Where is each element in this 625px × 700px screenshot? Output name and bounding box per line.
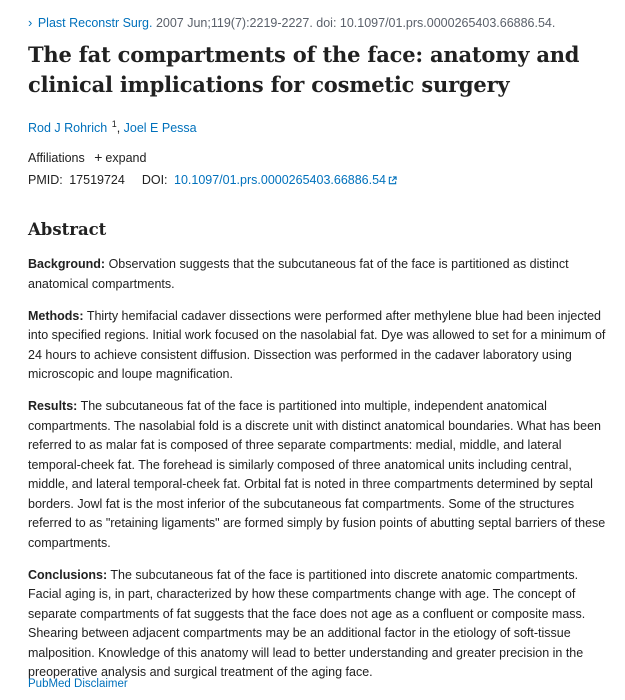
section-label: Methods: [28, 308, 84, 323]
section-text: The subcutaneous fat of the face is partitioned into discrete anatomic compartments. Facial aging is, in part, characterized by how these compartments change with age. The concept of separate compartments of fat suggests that the face does not age as a confluent or composite mass. Shearing between adjacent compartments may be an additional factor in the etiology of soft-tissue malposition. Knowledge of this anatomy will lead to better understanding and greater precision in the preoperative analysis and surgical treatment of the aging face. [28, 567, 586, 680]
external-link-icon [388, 176, 397, 185]
section-text: Thirty hemifacial cadaver dissections were performed after methylene blue had been injected into specified regions. Initial work focused on the nasolabial fat. Dye was allowed to set for a minimum of 24 hours to achieve consistent diffusion. Dissection was performed in the cadaver laboratory using microscopic and loupe magnification. [28, 308, 606, 382]
doi-label: DOI: [141, 173, 168, 188]
section-text: Observation suggests that the subcutaneous fat of the face is partitioned as distinct anatomical compartments. [28, 257, 569, 291]
doi-value: 10.1097/01.prs.0000265403.66886.54 [174, 173, 386, 188]
citation-details: 2007 Jun;119(7):2219-2227. doi: 10.1097/01.prs.0000265403.66886.54. [155, 16, 556, 30]
pmid-label: PMID: [28, 173, 63, 188]
affiliations-label: Affiliations [28, 151, 85, 166]
author-link-rohrich[interactable]: Rod J Rohrich [28, 121, 108, 136]
pmid-value: 17519724 [69, 173, 125, 188]
doi-link[interactable] [174, 173, 397, 187]
affiliations-row [28, 148, 608, 167]
expand-label: expand [105, 151, 147, 166]
abstract-results [28, 397, 608, 553]
section-label: Conclusions: [28, 567, 108, 582]
section-label: Results: [28, 399, 78, 414]
abstract-conclusions [28, 566, 608, 683]
pubmed-disclaimer-link[interactable]: PubMed Disclaimer [28, 678, 128, 690]
author-link-pessa[interactable]: Joel E Pessa [123, 121, 197, 136]
abstract-methods [28, 307, 608, 385]
chevron-right-icon: › [28, 15, 33, 30]
affiliations-expand-button[interactable] [94, 151, 146, 165]
plus-icon: + [94, 149, 103, 166]
section-label: Background: [28, 257, 106, 272]
abstract-background [28, 255, 608, 294]
section-text: The subcutaneous fat of the face is partitioned into multiple, independent anatomical compartments. The nasolabial fold is a discrete unit with distinct anatomical boundaries. What has been referred to as malar fat is composed of three separate compartments: medial, middle, and lateral temporal-cheek fat. The forehead is similarly composed of three anatomical units including central, middle, and lateral temporal-cheek fat. Orbital fat is noted in three compartments determined by septal borders. Jowl fat is the most inferior of the subcutaneous fat compartments. Some of the structures referred to as "retaining ligaments" are formed simply by fusion points of abutting septal barriers of these compartments. [28, 399, 606, 550]
citation-line [28, 14, 608, 32]
author-affiliation-marker[interactable]: 1 [111, 119, 117, 129]
journal-link[interactable]: Plast Reconstr Surg. [37, 16, 153, 30]
author-list [28, 115, 608, 137]
article-title: The fat compartments of the face: anatomy and clinical implications for cosmetic surgery [28, 42, 580, 97]
abstract-heading: Abstract [28, 220, 107, 240]
identifiers-row [28, 171, 608, 189]
article-page [28, 14, 608, 695]
author-separator: , [116, 121, 124, 136]
